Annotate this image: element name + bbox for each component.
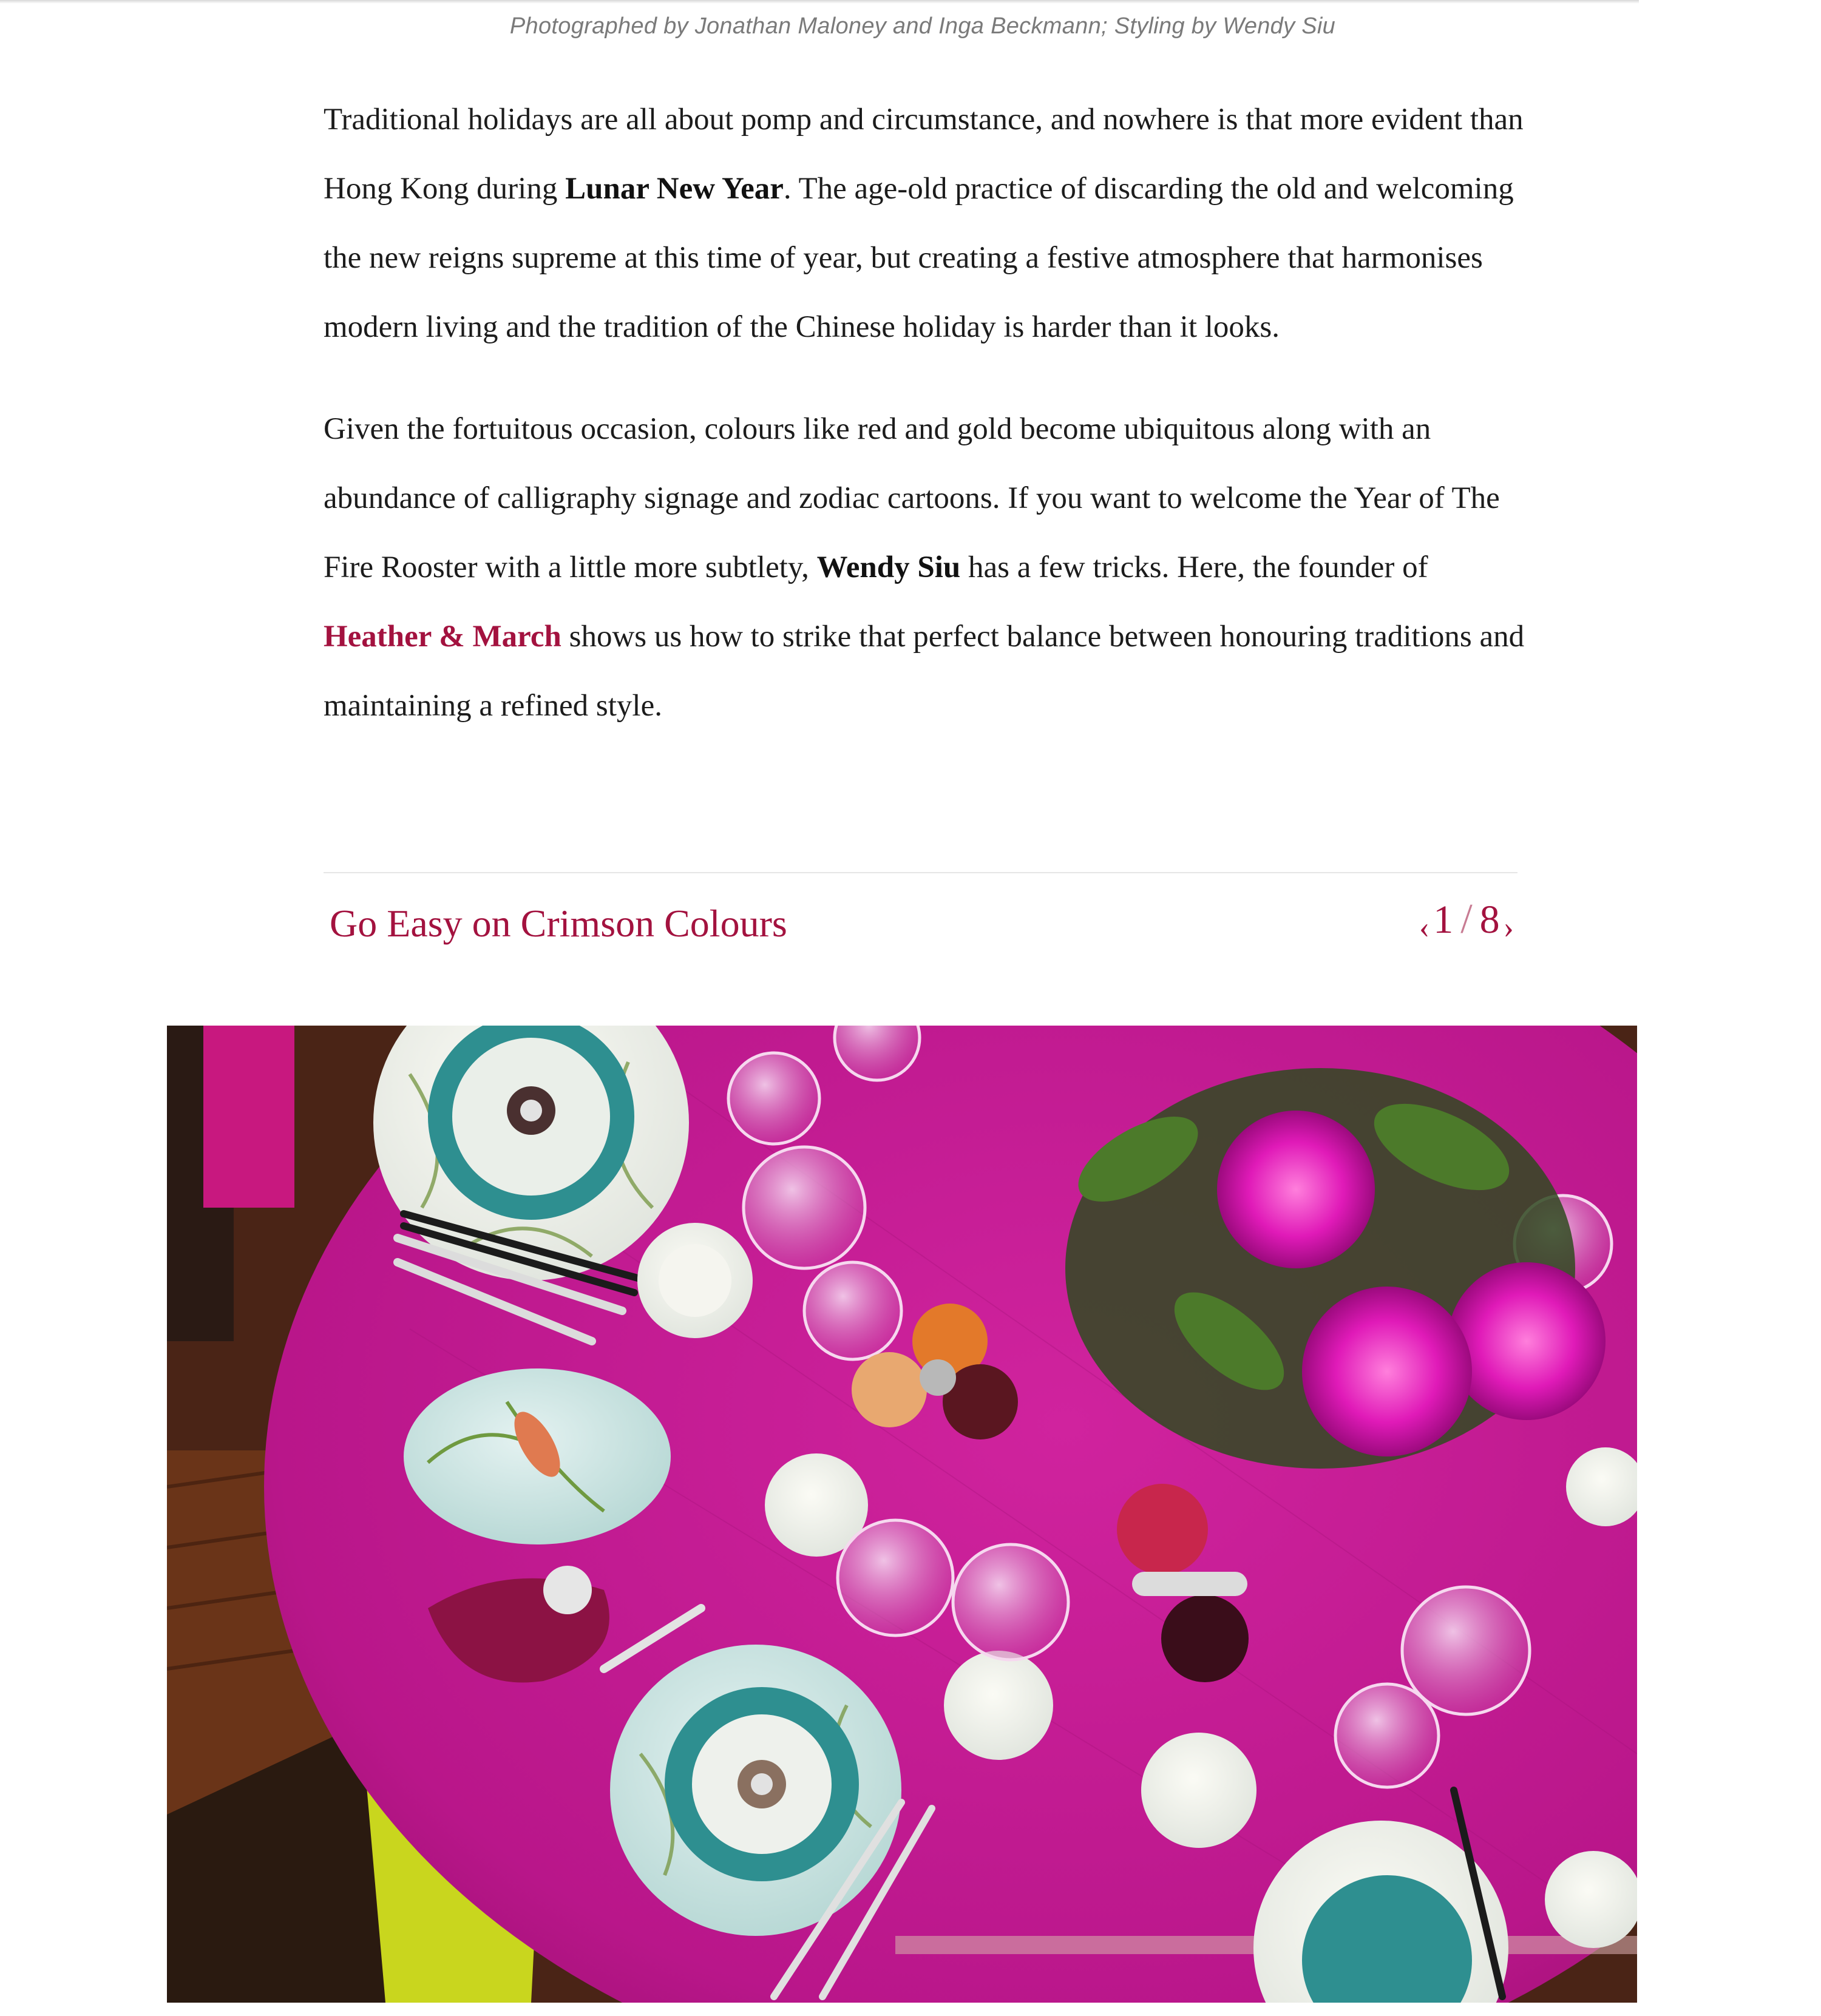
p1-text-b: . The age-old practice of discarding the old and welcoming the new reigns supreme at this time of year, but creating a festive atmosphere that harmonises modern living and the tradition of the Chinese holiday is harder than it looks.	[324, 172, 1514, 344]
section-divider	[324, 872, 1518, 873]
slide-title: Go Easy on Crimson Colours	[330, 902, 787, 945]
pager-separator: /	[1460, 896, 1473, 942]
table-setting-illustration	[167, 1026, 1637, 2003]
top-shadow	[0, 0, 1639, 4]
oval-bird-dish	[404, 1368, 671, 1544]
p1-bold-lunar-new-year: Lunar New Year	[565, 172, 784, 206]
slide-image-table-setting[interactable]	[167, 1026, 1637, 2003]
p2-text-c: shows us how to strike that perfect balance between honouring traditions and maintaining a refined style.	[324, 620, 1525, 723]
slideshow-header	[324, 895, 1518, 968]
p1-text-a: Traditional holidays are all about pomp and circumstance, and nowhere is that more evident than Hong Kong during	[324, 103, 1524, 206]
slide-pager	[1416, 895, 1518, 956]
photo-credit-caption: Photographed by Jonathan Maloney and Inga Beckmann; Styling by Wendy Siu	[509, 13, 1336, 39]
article-body	[324, 85, 1528, 740]
p2-text-a: Given the fortuitous occasion, colours like red and gold become ubiquitous along with an abundance of calligraphy signage and zodiac cartoons. If you want to welcome the Year of The Fire Rooster with a little more subtlety,	[324, 412, 1500, 584]
current-slide-number: 1	[1433, 898, 1454, 942]
next-slide-arrow-icon[interactable]: ›	[1503, 910, 1514, 945]
p2-text-b: has a few tricks. Here, the founder of	[960, 550, 1428, 584]
intro-paragraph-2	[324, 394, 1528, 740]
prev-slide-arrow-icon[interactable]: ‹	[1419, 910, 1430, 945]
intro-paragraph-1	[324, 85, 1528, 362]
total-slide-count: 8	[1479, 898, 1500, 942]
heather-march-link[interactable]: Heather & March	[324, 620, 561, 654]
p2-bold-wendy-siu: Wendy Siu	[816, 550, 961, 584]
plate-bottom-center	[610, 1645, 901, 1936]
